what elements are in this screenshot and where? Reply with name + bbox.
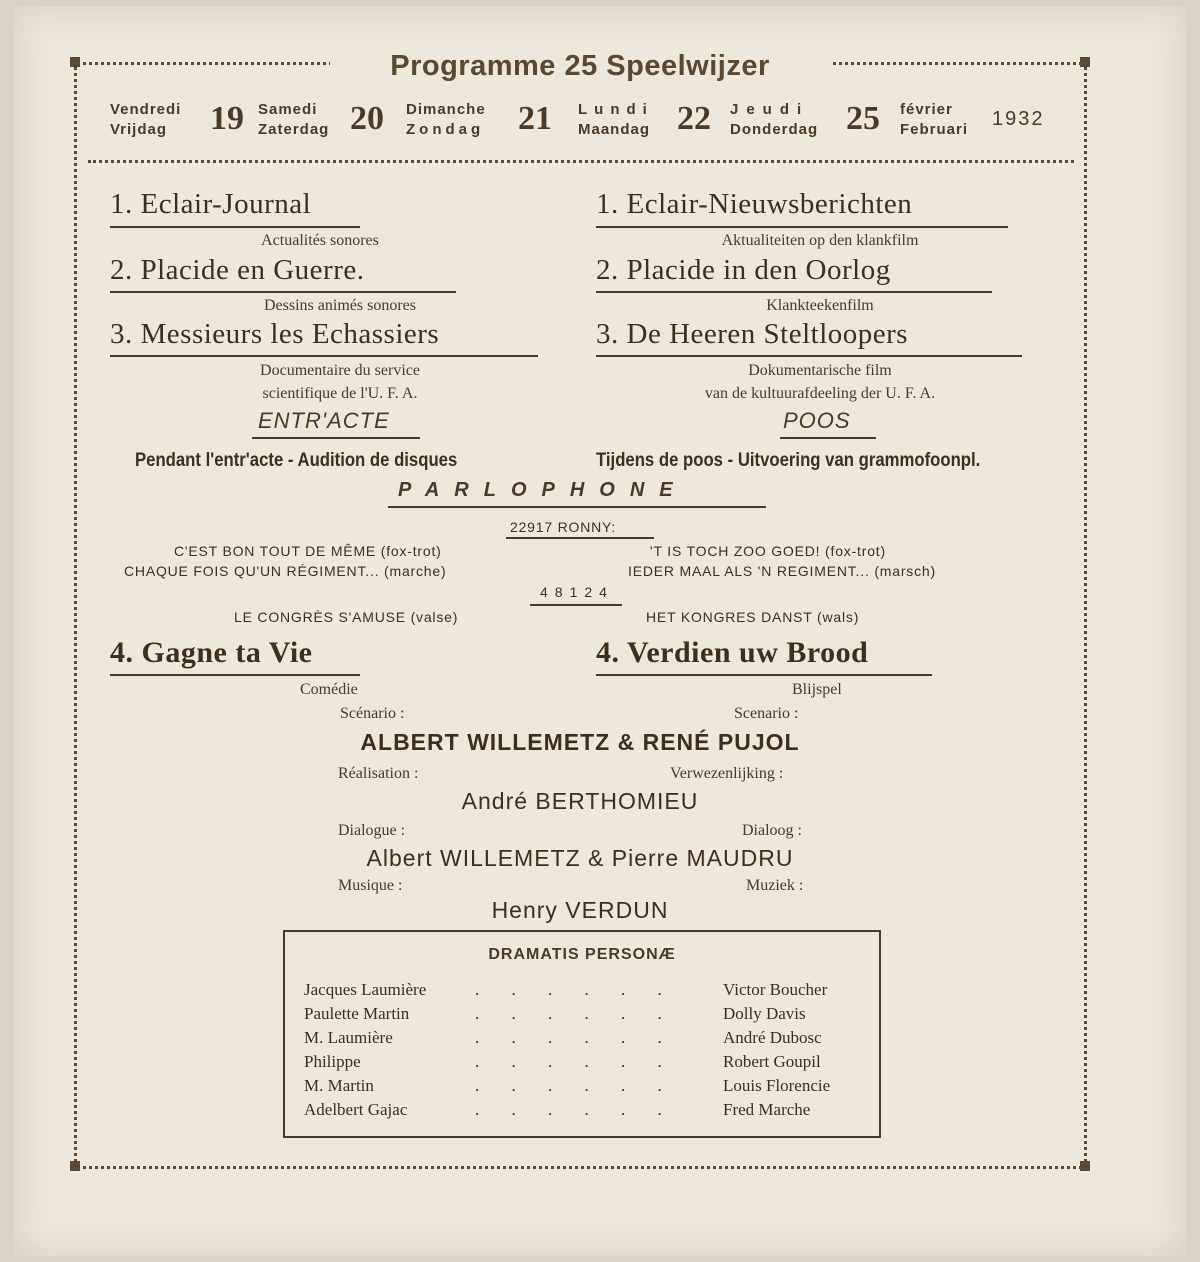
cast-actor: Dolly Davis — [723, 1004, 806, 1023]
feature-title-fr: 4. Gagne ta Vie — [110, 636, 313, 669]
program-item-nl-3: 3. De Heeren Steltloopers — [596, 318, 909, 350]
record-track-nl: 'T IS TOCH ZOO GOED! (fox-trot) — [650, 543, 886, 559]
genre-fr: Comédie — [300, 681, 358, 698]
music-label-fr: Musique : — [338, 877, 403, 894]
program-subtitle-nl-1: Aktualiteiten op den klankfilm — [721, 232, 919, 249]
day-number: 21 — [518, 100, 552, 137]
corner-ornament — [1080, 57, 1090, 67]
director-name: André BERTHOMIEU — [461, 788, 699, 814]
underline — [530, 604, 622, 606]
program-item-fr-3: 3. Messieurs les Echassiers — [110, 318, 440, 350]
program-item-fr-1: 1. Eclair-Journal — [110, 188, 312, 220]
cast-role: M. Martin — [304, 1076, 374, 1095]
cast-role: Paulette Martin — [304, 1004, 410, 1023]
record-track-fr: LE CONGRÈS S'AMUSE (valse) — [234, 609, 459, 625]
cast-row — [285, 1004, 879, 1027]
right-border — [1084, 62, 1087, 1168]
underline — [252, 437, 420, 439]
month-fr: février — [900, 101, 953, 118]
cast-actor: Victor Boucher — [723, 980, 828, 999]
bottom-border — [76, 1166, 1088, 1169]
program-subtitle-nl-3a: Dokumentarische film — [748, 362, 892, 379]
cast-role: Jacques Laumière — [304, 980, 427, 999]
leader-dots: . . . . . . — [475, 1076, 676, 1095]
cast-role: Adelbert Gajac — [304, 1100, 408, 1119]
program-subtitle-fr-3a: Documentaire du service — [260, 362, 420, 379]
underline — [780, 437, 876, 439]
day-nl: Maandag — [578, 121, 651, 138]
leader-dots: . . . . . . — [475, 1052, 676, 1071]
underline — [110, 355, 538, 357]
corner-ornament — [70, 57, 80, 67]
record-track-fr: CHAQUE FOIS QU'UN RÉGIMENT... (marche) — [124, 563, 447, 579]
intermission-text-fr: Pendant l'entr'acte - Audition de disques — [135, 450, 458, 471]
record-id: 48124 — [540, 584, 614, 600]
program-item-fr-2: 2. Placide en Guerre. — [110, 254, 365, 286]
realisation-label-fr: Réalisation : — [338, 765, 419, 782]
underline — [388, 506, 766, 508]
program-subtitle-fr-2: Dessins animés sonores — [264, 297, 416, 314]
cast-actor: Louis Florencie — [723, 1076, 831, 1095]
scenario-names: ALBERT WILLEMETZ & RENÉ PUJOL — [360, 729, 800, 755]
day-number: 22 — [677, 100, 711, 137]
day-nl: Zaterdag — [258, 121, 330, 138]
intermission-label-nl: POOS — [783, 408, 851, 433]
underline — [110, 291, 456, 293]
cast-box — [283, 930, 881, 1138]
year: 1932 — [992, 108, 1045, 130]
underline — [506, 537, 654, 539]
record-track-nl: IEDER MAAL ALS 'N REGIMENT... (marsch) — [628, 563, 936, 579]
day-fr: Dimanche — [406, 101, 486, 118]
program-subtitle-nl-2: Klankteekenfilm — [766, 297, 874, 314]
underline — [110, 226, 360, 228]
feature-title-nl: 4. Verdien uw Brood — [596, 636, 869, 669]
underline — [596, 291, 992, 293]
day-nl: Zondag — [406, 121, 485, 138]
day-number: 19 — [210, 100, 244, 137]
dialogue-label-nl: Dialoog : — [742, 822, 802, 839]
dialogue-label-fr: Dialogue : — [338, 822, 406, 839]
corner-ornament — [70, 1161, 80, 1171]
day-fr: Jeudi — [730, 101, 810, 118]
underline — [110, 674, 360, 676]
day-number: 20 — [350, 100, 384, 137]
program-item-nl-1: 1. Eclair-Nieuwsberichten — [596, 188, 913, 220]
cast-row — [285, 1052, 879, 1075]
cast-row — [285, 980, 879, 1003]
page-title: Programme 25 Speelwijzer — [330, 50, 830, 83]
underline — [596, 226, 1008, 228]
composer-name: Henry VERDUN — [491, 897, 669, 923]
intermission-label-fr: ENTR'ACTE — [258, 408, 390, 433]
header-divider — [88, 160, 1074, 163]
record-id: 22917 RONNY: — [510, 519, 617, 535]
left-border — [74, 62, 77, 1168]
cast-heading: DRAMATIS PERSONÆ — [488, 946, 676, 963]
record-track-fr: C'EST BON TOUT DE MÊME (fox-trot) — [174, 543, 442, 559]
cast-actor: Fred Marche — [723, 1100, 811, 1119]
genre-nl: Blijspel — [792, 681, 842, 698]
cast-actor: Robert Goupil — [723, 1052, 821, 1071]
day-fr: Vendredi — [110, 101, 182, 118]
cast-role: M. Laumière — [304, 1028, 393, 1047]
leader-dots: . . . . . . — [475, 1004, 676, 1023]
day-nl: Donderdag — [730, 121, 819, 138]
dialogue-names: Albert WILLEMETZ & Pierre MAUDRU — [366, 845, 794, 871]
cast-row — [285, 1076, 879, 1099]
cast-row — [285, 1100, 879, 1123]
intermission-text-nl: Tijdens de poos - Uitvoering van grammofoonpl. — [596, 450, 981, 471]
leader-dots: . . . . . . — [475, 1028, 676, 1047]
cast-actor: André Dubosc — [723, 1028, 822, 1047]
program-subtitle-fr-3b: scientifique de l'U. F. A. — [262, 385, 418, 402]
realisation-label-nl: Verwezenlijking : — [670, 765, 784, 782]
underline — [596, 674, 932, 676]
leader-dots: . . . . . . — [475, 1100, 676, 1119]
program-subtitle-nl-3b: van de kultuurafdeeling der U. F. A. — [704, 385, 936, 402]
day-number: 25 — [846, 100, 880, 137]
program-item-nl-2: 2. Placide in den Oorlog — [596, 254, 891, 286]
corner-ornament — [1080, 1161, 1090, 1171]
cast-row — [285, 1028, 879, 1051]
record-track-nl: HET KONGRES DANST (wals) — [646, 609, 860, 625]
underline — [596, 355, 1022, 357]
record-brand: PARLOPHONE — [398, 479, 688, 501]
day-fr: Samedi — [258, 101, 318, 118]
music-label-nl: Muziek : — [746, 877, 804, 894]
day-fr: Lundi — [578, 101, 654, 118]
scenario-label-nl: Scenario : — [734, 705, 799, 722]
leader-dots: . . . . . . — [475, 980, 676, 999]
scenario-label-fr: Scénario : — [340, 705, 405, 722]
month-nl: Februari — [900, 121, 969, 138]
day-nl: Vrijdag — [110, 121, 168, 138]
cast-role: Philippe — [304, 1052, 361, 1071]
program-subtitle-fr-1: Actualités sonores — [261, 232, 379, 249]
